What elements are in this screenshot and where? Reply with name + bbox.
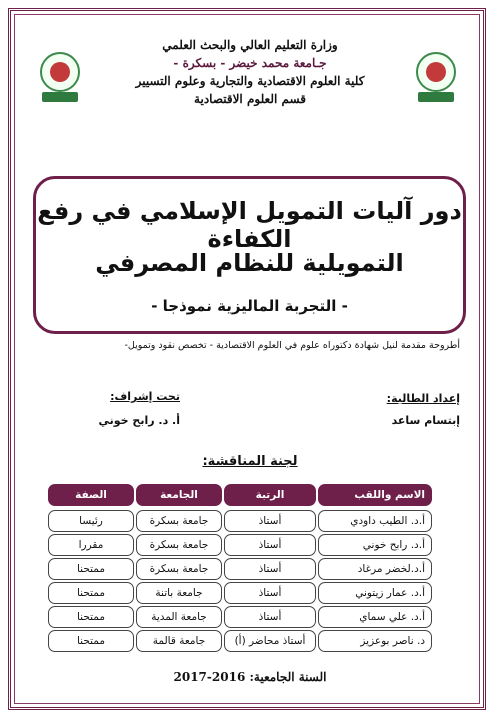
row-4-role: ممتحنا: [48, 582, 134, 604]
committee-title: لجنة المناقشة:: [202, 454, 298, 469]
supervisor-label: تحت إشراف:: [110, 390, 180, 403]
row-5-university: جامعة المدية: [136, 606, 222, 628]
thesis-subtitle: أطروحة مقدمة لنيل شهادة دكتوراه علوم في العلوم الاقتصادية - تخصص نقود وتمويل-: [124, 340, 460, 351]
title-line-2: التمويلية للنظام المصرفي: [95, 249, 404, 277]
row-1-rank: أستاذ: [224, 510, 316, 532]
prepared-by-label: إعداد الطالبة:: [386, 392, 460, 405]
row-5-rank: أستاذ: [224, 606, 316, 628]
row-5-role: ممتحنا: [48, 606, 134, 628]
university-logo-icon: [414, 52, 458, 104]
faculty-line: كلية العلوم الاقتصادية والتجارية وعلوم التسيير: [135, 74, 365, 88]
row-4-rank: أستاذ: [224, 582, 316, 604]
header-rank: الرتبة: [224, 484, 316, 506]
university-line: جـامعة محمد خيضر - بسكرة -: [173, 56, 327, 70]
thesis-title-box: [33, 176, 466, 334]
title-line-3: - التجربة الماليزية نموذجا -: [151, 297, 348, 315]
header-role: الصفة: [48, 484, 134, 506]
student-name: إبتسام ساعد: [391, 414, 460, 427]
row-4-university: جامعة باتنة: [136, 582, 222, 604]
university-logo-icon: [38, 52, 82, 104]
row-2-university: جامعة بسكرة: [136, 534, 222, 556]
institution-header: [90, 36, 410, 108]
ministry-line: وزارة التعليم العالي والبحث العلمي: [162, 38, 338, 52]
row-6-university: جامعة قالمة: [136, 630, 222, 652]
row-4-name: أ.د. عمار زيتوني: [318, 582, 432, 604]
row-1-role: رئيسا: [48, 510, 134, 532]
row-3-rank: أستاذ: [224, 558, 316, 580]
row-2-name: أ.د. رابح خوني: [318, 534, 432, 556]
title-line-1: دور آليات التمويل الإسلامي في رفع الكفاءة: [37, 197, 462, 253]
row-6-role: ممتحنا: [48, 630, 134, 652]
header-name: الاسم واللقب: [318, 484, 432, 506]
row-5-name: أ.د. علي سماي: [318, 606, 432, 628]
row-1-university: جامعة بسكرة: [136, 510, 222, 532]
row-3-role: ممتحنا: [48, 558, 134, 580]
department-line: قسم العلوم الاقتصادية: [194, 92, 306, 106]
row-1-name: أ.د. الطيب داودي: [318, 510, 432, 532]
row-6-name: د. ناصر بوعزيز: [318, 630, 432, 652]
header-university: الجامعة: [136, 484, 222, 506]
row-3-university: جامعة بسكرة: [136, 558, 222, 580]
row-6-rank: أستاذ محاضر (أ): [224, 630, 316, 652]
academic-year: السنة الجامعية: 2016-2017: [173, 670, 327, 684]
row-2-rank: أستاذ: [224, 534, 316, 556]
supervisor-name: أ. د. رابح خوني: [98, 414, 180, 427]
row-2-role: مقررا: [48, 534, 134, 556]
row-3-name: أ.د.لخضر مرغاد: [318, 558, 432, 580]
